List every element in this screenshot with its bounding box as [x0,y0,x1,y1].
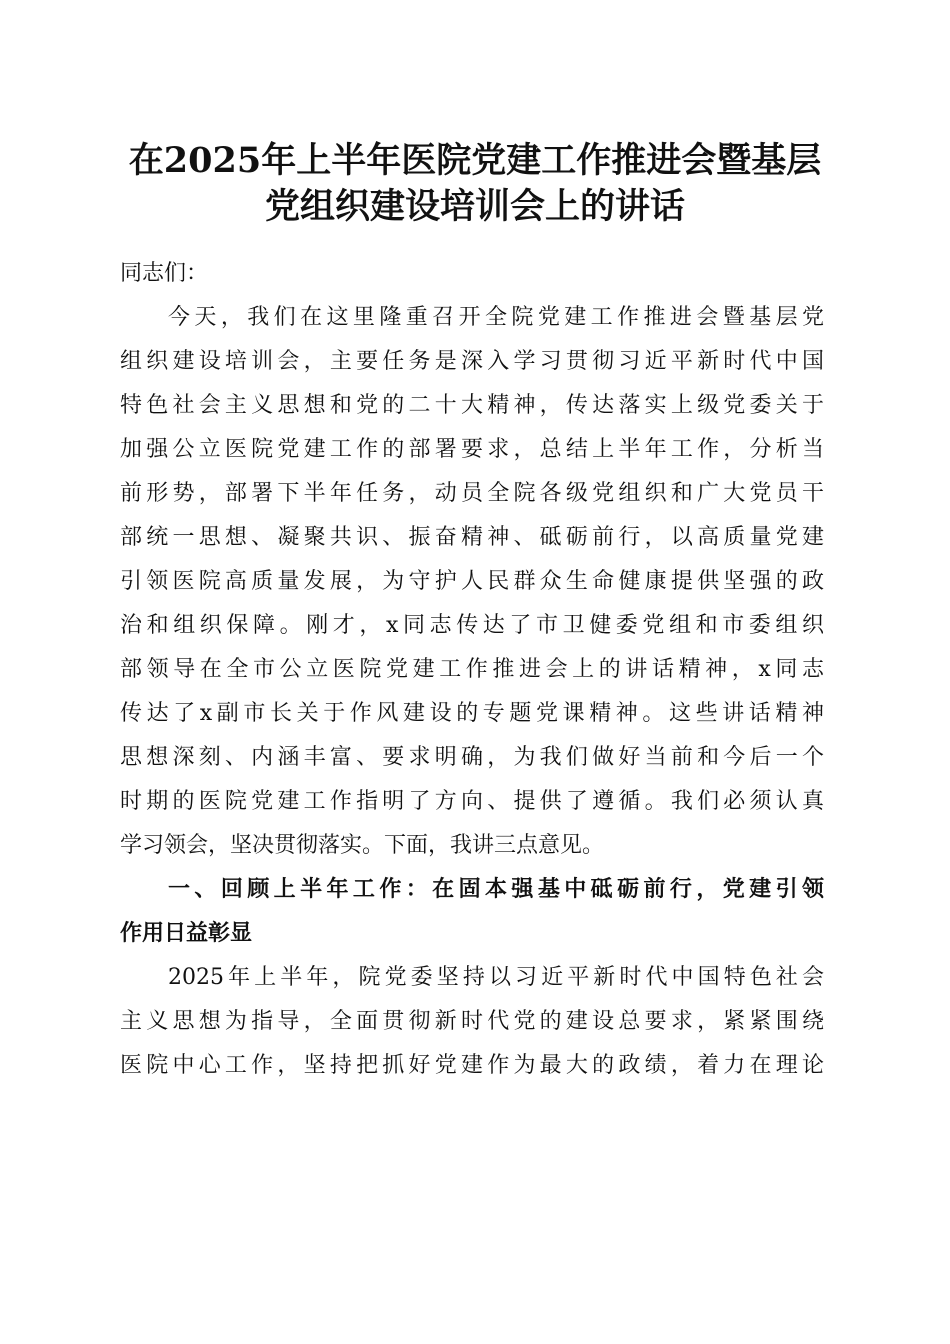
paragraph-line: 引领医院高质量发展，为守护人民群众生命健康提供坚强的政 [120,569,824,594]
salutation: 同志们： [120,261,209,286]
paragraph-line: 部领导在全市公立医院党建工作推进会上的讲话精神，x同志 [120,657,824,682]
paragraph-line: 今天，我们在这里隆重召开全院党建工作推进会暨基层党 [168,305,824,330]
paragraph-line: 思想深刻、内涵丰富、要求明确，为我们做好当前和今后一个 [120,745,824,770]
document-title [100,138,850,230]
paragraph-line: 部统一思想、凝聚共识、振奋精神、砥砺前行，以高质量党建 [120,525,824,550]
paragraph-line: 时期的医院党建工作指明了方向、提供了遵循。我们必须认真 [120,789,824,814]
title-line: 在2025年上半年医院党建工作推进会暨基层 [128,140,822,181]
paragraph-line: 前形势，部署下半年任务，动员全院各级党组织和广大党员干 [120,481,824,506]
paragraph-line: 特色社会主义思想和党的二十大精神，传达落实上级党委关于 [120,393,824,418]
paragraph-line: 传达了x副市长关于作风建设的专题党课精神。这些讲话精神 [120,701,824,726]
section-heading-line: 一、回顾上半年工作：在固本强基中砥砺前行，党建引领 [168,877,824,902]
section-heading-line: 作用日益彰显 [120,921,253,946]
title-line: 党组织建设培训会上的讲话 [264,186,685,227]
paragraph-line: 2025年上半年，院党委坚持以习近平新时代中国特色社会 [168,965,824,990]
paragraph-line: 医院中心工作，坚持把抓好党建作为最大的政绩，着力在理论 [120,1053,824,1078]
paragraph-line: 治和组织保障。刚才，x同志传达了市卫健委党组和市委组织 [120,613,824,638]
paragraph-line: 主义思想为指导，全面贯彻新时代党的建设总要求，紧紧围绕 [120,1009,824,1034]
paragraph-line: 加强公立医院党建工作的部署要求，总结上半年工作，分析当 [120,437,824,462]
paragraph-line: 组织建设培训会，主要任务是深入学习贯彻习近平新时代中国 [120,349,824,374]
document-body [120,252,824,1088]
paragraph-line: 学习领会，坚决贯彻落实。下面，我讲三点意见。 [120,833,605,858]
